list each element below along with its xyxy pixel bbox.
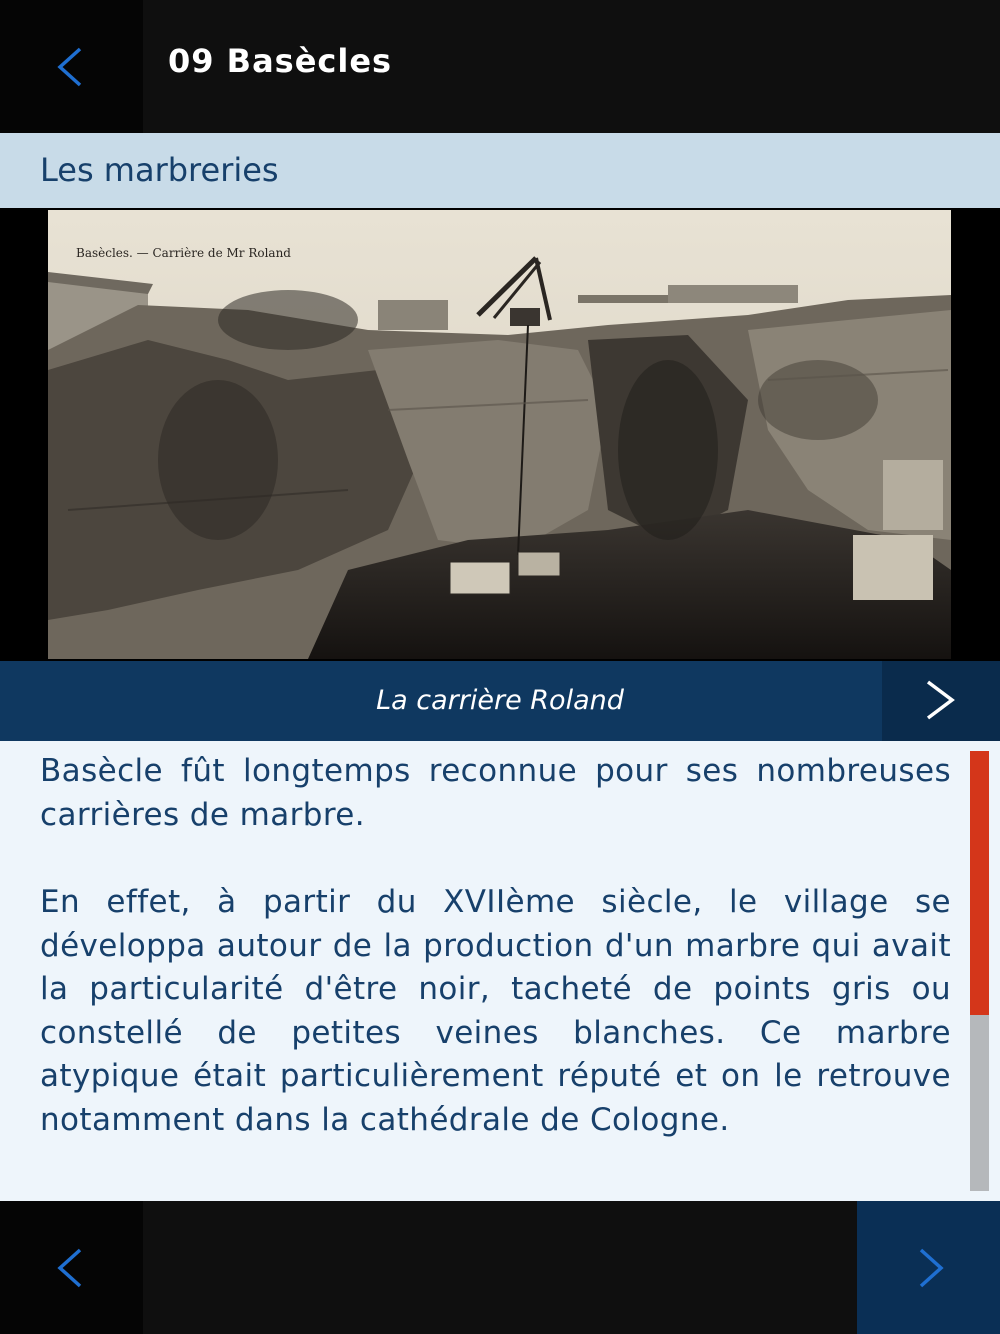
previous-page-button[interactable] (0, 1201, 143, 1334)
section-header (0, 133, 1000, 208)
caption-bar (0, 661, 1000, 741)
quarry-photo[interactable] (48, 210, 951, 659)
chevron-right-icon (909, 1247, 951, 1289)
text-content[interactable] (0, 741, 1000, 1201)
back-button[interactable] (0, 0, 143, 133)
paragraph-intro: Basècle fût longtemps reconnue pour ses nombreuses carrières de marbre. (40, 753, 951, 833)
quarry-photo-illustration (48, 210, 951, 659)
chevron-left-icon (50, 1247, 92, 1289)
next-page-button[interactable] (857, 1201, 1000, 1334)
page-title: 09 Basècles (168, 42, 393, 80)
photo-area (0, 208, 1000, 661)
scrollbar[interactable] (970, 751, 989, 1191)
scrollbar-thumb[interactable] (970, 751, 989, 1015)
section-title: Les marbreries (40, 151, 279, 189)
paragraph-history: En effet, à partir du XVIIème siècle, le village se développa autour de la production d'un marbre qui avait la particularité d'être noir, tacheté de points gris ou constellé de petites veines blanches. Ce marbre atypique était particulièrement réputé et on le retrouve notamment dans la cathédrale de Cologne. (40, 884, 951, 1138)
chevron-left-icon (50, 46, 92, 88)
photo-inscription: Basècles. — Carrière de Mr Roland (76, 246, 291, 260)
next-photo-button[interactable] (882, 661, 1000, 741)
bottom-nav (0, 1201, 1000, 1334)
photo-caption: La carrière Roland (376, 685, 624, 716)
chevron-right-icon (920, 679, 962, 721)
top-bar (0, 0, 1000, 133)
